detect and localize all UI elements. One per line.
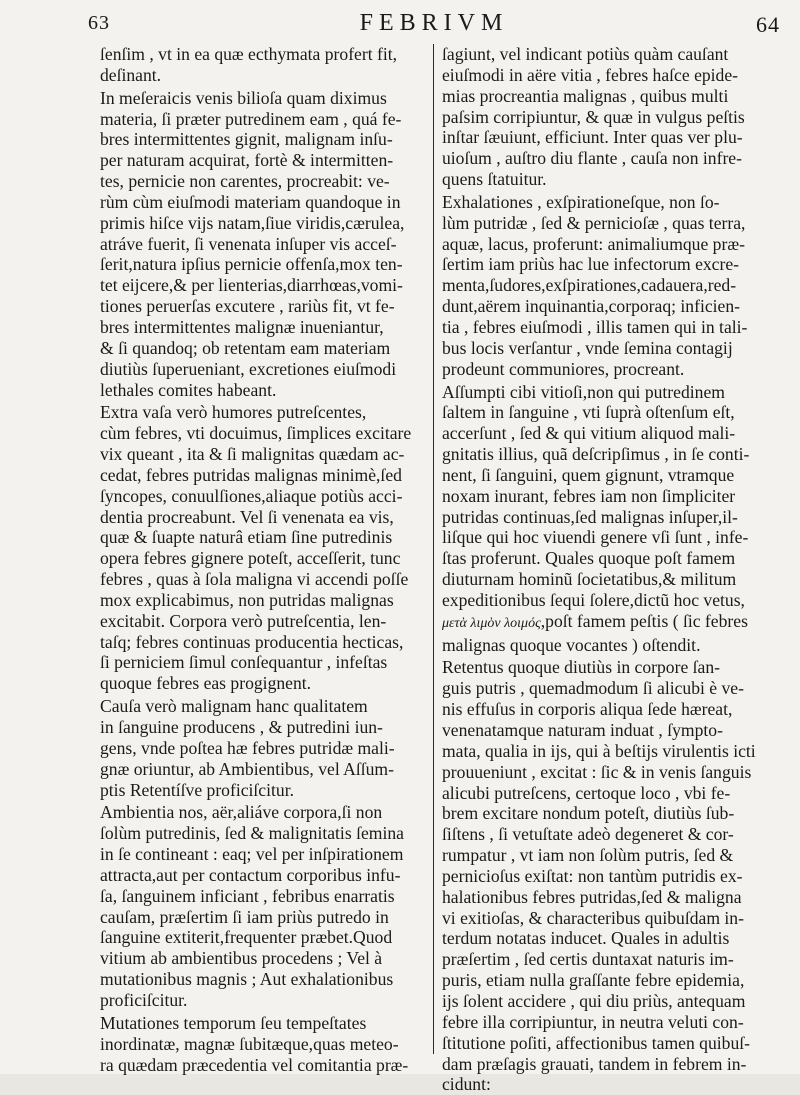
text-line: præſertim , ſed certis duntaxat naturis im- [442,949,734,970]
text-line: expeditionibus ſequi ſolere,dictũ hoc vetus, [442,589,745,610]
text-line: prouueniunt , excitat : ſic & in venis ſanguis [442,761,752,782]
text-line: ſa, ſanguinem inficiant , febribus enarratis [100,885,395,906]
text-line: brem excitare nondum poteſt, diutiùs ſub- [442,803,735,824]
text-line: deſinant. [100,64,162,85]
right-text-column [442,44,778,1095]
text-line: in ſanguine producens , & putredini iun- [100,717,383,737]
text-line: ra quædam præcedentia vel comitantia præ- [100,1054,409,1075]
text-line: tiones peruerſas excutere , rariùs fit, vt fe- [100,296,395,317]
text-line: vi exitioſas, & characteribus quibuſdam in- [442,907,744,928]
text-line: mata, qualia in ijs, qui à beſtijs virulentis icti [442,740,756,761]
text-line: Mutationes temporum ſeu tempeſtates [100,1012,367,1033]
text-line: in ſe contineant : eaq; vel per inſpirationem [100,844,404,865]
text-line: uioſum , auſtro diu flante , cauſa non infre- [442,148,742,169]
left-text-column [100,44,425,1075]
text-line: inordinatæ, magnæ ſubitæque,quas meteo- [100,1033,399,1054]
text-line: vitium ab ambientibus procedens ; Vel à [100,948,383,969]
text-line: venenatamque naturam induat , ſympto- [442,720,723,740]
text-line: Ambientia nos, aër,aliáve corpora,ſi non [100,802,383,823]
text-line: febre illa corripiuntur, in neutra veluti con- [442,1011,744,1032]
text-line: materia, ſi præter putredinem eam , quá fe- [100,108,402,129]
text-line: ſolùm putredinis, ſed & malignitatis ſemina [100,823,404,844]
text-line: pernicioſus exiſtat: non tantùm putridis ex- [442,865,743,886]
text-line: bus locis verſantur , vnde ſemina contagij [442,337,733,358]
text-line: mias procreantia malignas , quibus multi [442,85,729,106]
text-line: quens ſtatuitur. [442,169,547,190]
text-line: ptis Retentíſve proficiſcitur. [100,779,294,800]
text-line: Extra vaſa verò humores putreſcentes, [100,402,367,423]
text-line: mutationibus magnis ; Aut exhalationibus [100,969,394,990]
running-title: FEBRIVM [359,10,509,36]
text-line: mox explicabimus, non putridas malignas [100,589,394,610]
text-line: liſque qui hoc viuendi genere vſi ſunt , infe- [442,527,749,548]
text-line: ſtitutione poſiti, affectionibus tamen quibuſ- [442,1032,751,1053]
text-line: putridas continuas,ſed malignas inſuper,il- [442,506,738,527]
text-line: eiuſmodi in aëre vitia , febres haſce epide- [442,64,739,85]
text-line: nis effuſus in corporis aliqua ſede hæreat, [442,699,733,720]
text-line: cidunt: [442,1074,491,1095]
text-line: taſq; febres continuas producentia hecticas, [100,631,404,652]
text-line: opera febres gignere poteſt, acceſſerit, tunc [100,548,401,569]
column-divider [433,44,434,1054]
text-line: inſtar ſæuiunt, efficiunt. Inter quas ver plu- [442,127,743,148]
text-line: ſertim iam priùs hac lue infectorum excre- [442,254,740,275]
text-line: bres intermittentes malignæ inueniantur, [100,316,384,337]
text-line: proficiſcitur. [100,989,188,1010]
text-line: & ſi quandoq; ob retentam eam materiam [100,337,391,358]
text-line: atráve fuerit, ſi venenata inſuper vis acceſ- [100,233,397,254]
text-line: aquæ, lacus, proferunt: animaliumque præ- [442,233,745,254]
text-line: cauſam, præſertim ſi iam priùs putredo in [100,906,389,927]
text-line: dentia procreabunt. Vel ſi venenata ea vis, [100,506,394,527]
text-line: bres intermittentes gignit, malignam inſu- [100,129,393,150]
text-line: puris, etiam nulla graſſante febre epidemia, [442,970,745,991]
text-line: cùm febres, vti docuimus, ſimplices excitare [100,423,412,444]
text-line: vix queant , ita & ſi malignitas quædam ac- [100,444,405,465]
text-line: ſyncopes, conuulſiones,aliaque potiùs acci- [100,485,403,506]
text-line: halationibus febres putridas,ſed & maligna [442,886,742,907]
text-line: gens, vnde poſtea hæ febres putridæ mali- [100,737,395,758]
text-line: quæ & ſuapte naturâ etiam ſine putredinis [100,527,393,548]
text-line: paſsim corripiuntur, & quæ in vulgus peſtis [442,106,745,127]
text-line: tet eijcere,& per lienterias,diarrhœas,vomi- [100,275,403,296]
text-line: ijs ſolent accidere , qui diu priùs, antequam [442,990,746,1011]
text-line: ſiſtens , ſi vetuſtate adeò degeneret & cor- [442,824,734,845]
text-line: accerſunt , ſed & qui vitium aliquod mali- [442,423,736,444]
text-line: diuturnam hominũ ſocietatibus,& militum [442,569,737,590]
text-line: Aſſumpti cibi vitioſi,non qui putredinem [442,381,725,402]
text-line: gnæ oriuntur, ab Ambientibus, vel Aſſum- [100,758,394,779]
text-line: gnitatis illius, quã deſcripſimus , in ſe conti- [442,444,750,465]
text-line: noxam inurant, febres iam non ſimpliciter [442,485,736,506]
page-header [88,8,780,44]
text-line: dunt,aërem inquinantia,corporaq; inficien- [442,296,741,317]
text-line: tes, pernicie non carentes, procreabit: ve- [100,171,390,192]
text-line: ſagiunt, vel indicant potiùs quàm cauſant [442,44,729,64]
page-number-left: 63 [88,12,110,34]
greek-phrase: μετὰ λιμὸν λοιμός [442,615,541,631]
text-line: In meſeraicis venis bilioſa quam diximus [100,87,387,108]
text-line: diutiùs ſuperueniant, excretiones eiuſmodi [100,358,397,379]
text-line: rumpatur , vt iam non ſolùm putris, ſed & [442,845,734,866]
text-line: quoque febres eas progignent. [100,673,312,694]
text-line: rùm cùm eiuſmodi materiam quandoque in [100,191,401,212]
text-line: excitabit. Corpora verò putreſcentia, len- [100,610,387,631]
page-number-right: 64 [756,12,780,37]
text-line: lùm putridæ , ſed & pernicioſæ , quas terra, [442,212,746,233]
text-line: ſerit,natura ipſius pernicie offenſa,mox ten- [100,254,403,275]
text-line: per naturam acquirat, fortè & intermitten- [100,150,394,171]
text-line: ſanguine extiterit,frequenter præbet.Quod [100,927,393,948]
text-line: menta,ſudores,exſpirationes,cadauera,red- [442,275,737,296]
text-line: attracta,aut per contactum corporibus infu- [100,864,401,885]
text-line: tia , febres eiuſmodi , illis tamen qui in tali- [442,316,748,337]
text-line: Cauſa verò malignam hanc qualitatem [100,696,368,717]
text-line: ſaltem in ſanguine , vti ſuprà oſtenſum eſt, [442,402,735,423]
text-line: Retentus quoque diutiùs in corpore ſan- [442,657,721,678]
text-line: ſi perniciem ſimul conſequantur , infeſtas [100,652,388,673]
text-line: ſtas proferunt. Quales quoque poſt famem [442,548,736,569]
text-line: ſenſim , vt in ea quæ ecthymata profert fit, [100,44,398,64]
text-line: prodeunt communiores, procreant. [442,358,685,379]
text-line: dam præſagis grauati, tandem in febrem in- [442,1053,747,1074]
text-line: guis putris , quemadmodum ſi alicubi è ve- [442,678,744,699]
text-line: febres , quas à ſola maligna vi accendi poſſe [100,569,409,590]
text-line: lethales comites habeant. [100,379,277,400]
text-line: malignas quoque vocantes ) oſtendit. [442,634,701,655]
text-line: μετὰ λιμὸν λοιμός,poſt famem peſtis ( ſic febres [442,610,748,631]
text-line: terdum notatas inducet. Quales in adultis [442,928,730,949]
text-line: primis hiſce vijs natam,ſiue viridis,cærulea, [100,212,405,233]
text-line: Exhalationes , exſpirationeſque, non ſo- [442,191,720,212]
text-line: cedat, febres putridas malignas minimè,ſed [100,464,402,485]
text-line: alicubi putreſcens, certoque loco , vbi fe- [442,782,731,803]
text-line: nent, ſi ſanguini, quem gignunt, vtramque [442,464,735,485]
